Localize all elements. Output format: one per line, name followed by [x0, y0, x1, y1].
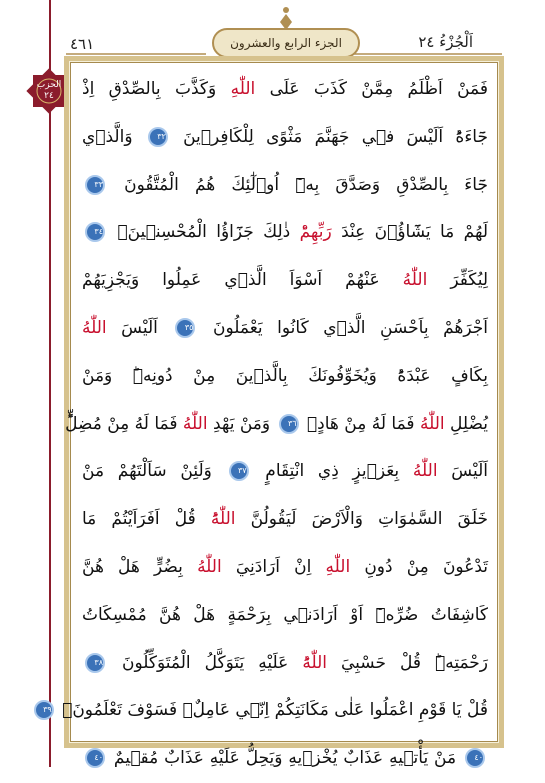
verse-text: لِيُكَفِّرَ	[427, 270, 488, 291]
verse-text: عَلَيْهِ يَتَوَكَّلُ الْمُتَوَكِّلُونَ	[108, 652, 303, 673]
text-line	[82, 448, 488, 496]
verse-text: جَٓاءَهُؕ اَلَيْسَ ف۪ي جَهَنَّمَ مَثْوًى لِلْكَافِر۪ينَ	[170, 126, 488, 147]
verse-text: بِكَافٍ عَبْدَهُؕ وَيُخَوِّفُونَكَ بِالَّذ۪ينَ مِنْ دُونِه۪ؕ وَمَنْ	[82, 365, 488, 386]
text-line	[82, 496, 488, 544]
divine-name: رَبِّهِمْؕ	[299, 222, 332, 243]
ayah-number-marker: ٣٨	[85, 653, 105, 673]
verse-text: يُضْلِلِ	[444, 413, 488, 434]
text-line	[82, 66, 488, 114]
verse-text: وَلَئِنْ سَاَلْتَهُمْ مَنْ	[82, 461, 226, 482]
text-line	[82, 640, 488, 688]
divine-name: اللّٰهِ	[230, 79, 256, 99]
verse-text: وَالَّذ۪ي	[82, 126, 145, 147]
ayah-number-marker: ٣٢	[148, 127, 168, 147]
verse-text: وَكَذَّبَ بِالصِّدْقِ اِذْ	[82, 79, 231, 99]
margin-rule	[49, 0, 51, 767]
juz-title-cartouche	[212, 28, 360, 58]
text-line	[82, 592, 488, 640]
text-line	[82, 114, 488, 162]
ayah-number-marker: ٤٠	[465, 748, 485, 768]
divine-name: اللّٰهُ	[82, 317, 107, 338]
ayah-number-marker: ٣٩	[34, 700, 54, 720]
text-line	[82, 735, 488, 783]
verse-text: كَاشِفَاتُ ضُرِّه۪ٓ اَوْ اَرَادَن۪ي بِرَحْمَةٍ هَلْ هُنَّ مُمْسِكَاتُ	[82, 604, 488, 625]
divine-name: اللّٰهِ	[325, 556, 351, 577]
text-line	[43, 687, 488, 735]
verse-text: اِنْ اَرَادَنِيَ	[221, 556, 326, 577]
divine-name: اللّٰهُ	[419, 413, 445, 434]
ayah-number-marker: ٤٠	[85, 748, 105, 768]
verse-text: اَلَيْسَ	[106, 317, 173, 338]
divine-name: اللّٰهُ	[182, 413, 208, 434]
verse-text: اَجْرَهُمْ بِاَحْسَنِ الَّذ۪ي كَانُوا يَعْمَلُونَ	[198, 317, 489, 338]
divine-name: اللّٰهُ	[402, 270, 428, 291]
text-line	[65, 401, 488, 449]
verse-text: خَلَقَ السَّمٰوَاتِ وَالْاَرْضَ لَيَقُولُنَّ	[235, 509, 488, 530]
ayah-number-marker: ٣٤	[85, 222, 105, 242]
juz-label: اَلْجُزْءُ ٢٤	[418, 33, 473, 51]
verse-text: رَحْمَتِه۪ؕ قُلْ حَسْبِيَ	[326, 652, 488, 673]
text-line	[82, 353, 488, 401]
ayah-number-marker: ٣٣	[85, 175, 105, 195]
ayah-number-marker: ٣٥	[175, 318, 195, 338]
verse-text: اَلَيْسَ	[437, 461, 488, 482]
page-number: ٤٦١	[70, 35, 95, 53]
verse-text: لَهُمْ مَا يَشَٓاؤُ۫نَ عِنْدَ	[331, 222, 488, 243]
verse-text: فَمَا لَهُ مِنْ مُضِلٍّؕ	[65, 413, 183, 434]
text-line	[82, 305, 488, 353]
text-line	[82, 544, 488, 592]
ayah-number-marker: ٣٦	[279, 414, 299, 434]
verse-text: عَنْهُمْ اَسْوَاَ الَّذ۪ي عَمِلُوا وَيَجْزِيَهُمْ	[82, 270, 403, 291]
verse-text: بِضُرٍّ هَلْ هُنَّ	[82, 556, 198, 577]
verse-text: ذٰلِكَ جَزَٓاؤُا الْمُحْسِن۪ينَۚ	[108, 222, 300, 243]
divine-name: اللّٰهُؕ	[210, 509, 236, 530]
hizb-number: ٢٤	[44, 91, 54, 101]
divine-name: اللّٰهُ	[197, 556, 222, 577]
verse-text: وَمَنْ يَهْدِ	[207, 413, 276, 434]
verse-text: جَٓاءَ بِالصِّدْقِ وَصَدَّقَ بِه۪ٓ اُو۬لٰٓئِكَ هُمُ الْمُتَّقُونَ	[108, 174, 488, 195]
text-line	[82, 162, 488, 210]
divine-name: اللّٰهُ	[412, 461, 438, 482]
ayah-number-marker: ٣٧	[229, 461, 249, 481]
verse-text: بِعَز۪يزٍ ذِي انْتِقَامٍ	[251, 461, 413, 482]
verse-text: فَمَنْ اَظْلَمُ مِمَّنْ كَذَبَ عَلَى	[255, 79, 488, 99]
text-line	[82, 257, 488, 305]
verse-text: مَنْ يَأْت۪يهِ عَذَابٌ يُخْز۪يهِ وَيَحِلُّ عَلَيْهِ عَذَابٌ مُق۪يمٌ	[108, 748, 462, 769]
divine-name: اللّٰهُؕ	[302, 652, 327, 673]
text-line	[82, 209, 488, 257]
verse-text: قُلْ اَفَرَاَيْتُمْ مَا	[82, 509, 211, 530]
verse-text: تَدْعُونَ مِنْ دُونِ	[350, 556, 489, 577]
hizb-label: الحزب	[36, 80, 62, 90]
verse-text: قُلْ يَا قَوْمِ اعْمَلُوا عَلٰى مَكَانَتِكُمْ اِنّ۪ي عَامِلٌۚ فَسَوْفَ تَعْلَمُونَۙ	[56, 700, 488, 721]
juz-title: الجزء الرابع والعشرون	[230, 36, 342, 50]
verse-text: فَمَا لَهُ مِنْ هَادٍۚ	[301, 413, 420, 434]
